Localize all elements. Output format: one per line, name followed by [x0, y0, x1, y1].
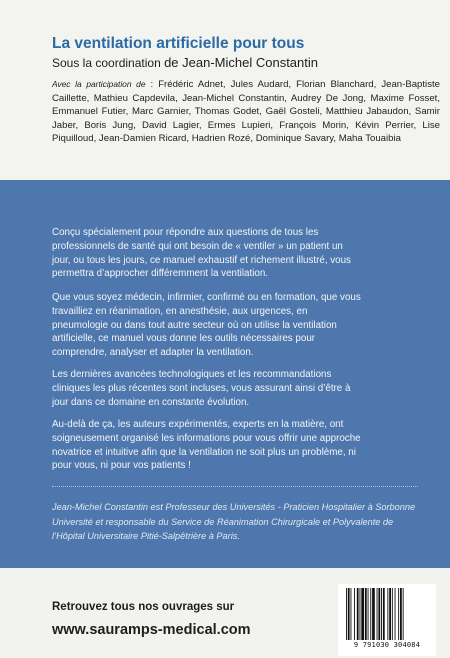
contributors-names: : Frédéric Adnet, Jules Audard, Florian Blanchard, Jean-Baptiste Caillette, Mathieu Capdevila, Jean-Michel Constantin, Audrey De Jong, Maxime Fosset, Emmanuel Futier, Marc Garnier, Thomas Godet, Gaël Gosteli, Matthieu Jabaudon, Samir Jaber, Boris Jung, David Lagier, Ermes Lupieri, François Morin, Kévin Perrier, Lise Piquilloud, Jean-Damien Ricard, Hadrien Rozé, Dominique Savary, Maha Touaibia [52, 79, 440, 145]
footer-tagline: Retrouvez tous nos ouvrages sur [52, 601, 235, 613]
blurb-paragraph-2: Que vous soyez médecin, infirmier, confirmé ou en formation, que vous travailliez en réanimation, en anesthésie, aux urgences, en pneumologie ou dans tout autre secteur où on utilise la ventilation artificielle, ce manuel vous donne les outils nécessaires pour comprendre, analyser et adapter la ventilation. [52, 292, 361, 359]
blurb-paragraph-4: Au-delà de ça, les auteurs expérimentés, experts en la matière, ont soigneusement organisé les informations pour vous offrir une approche novatrice et intuitive afin que la ventilation ne soit plus un problème, ni pour vous, ni pour vos patients ! [52, 419, 361, 472]
subtitle-prefix: Sous la coordination [52, 56, 165, 70]
header-section [0, 0, 450, 180]
barcode-number: 9 791030 304084 [353, 641, 421, 649]
blurb-paragraph-1: Conçu spécialement pour répondre aux questions de tous les professionnels de santé qui ont besoin de « ventiler » un patient un jour, ou tous les jours, ce manuel exhaustif et richement illustré, vous permettra d’approcher différemment la ventilation. [52, 227, 351, 280]
book-subtitle [52, 55, 442, 70]
website-url[interactable]: www.sauramps-medical.com [52, 622, 251, 638]
contributors-intro: Avec la participation de [52, 79, 146, 89]
barcode-bars-icon [344, 588, 430, 640]
coordinator-name: de Jean-Michel Constantin [164, 55, 318, 70]
barcode [338, 584, 436, 656]
blurb-paragraph-3: Les dernières avancées technologiques et les recommandations cliniques les plus récentes sont incluses, vous assurant ainsi d’être à jour dans ce domaine en constante évolution. [52, 369, 351, 408]
dotted-divider [52, 486, 418, 487]
contributors-list [52, 78, 440, 146]
book-title: La ventilation artificielle pour tous [52, 35, 305, 52]
author-bio: Jean-Michel Constantin est Professeur des Universités - Praticien Hospitalier à Sorbonne Université et responsable du Service de Réanimation Chirurgicale et Polyvalente de l’Hôpital Universitaire Pitié-Salpêtrière à Paris. [52, 502, 416, 541]
